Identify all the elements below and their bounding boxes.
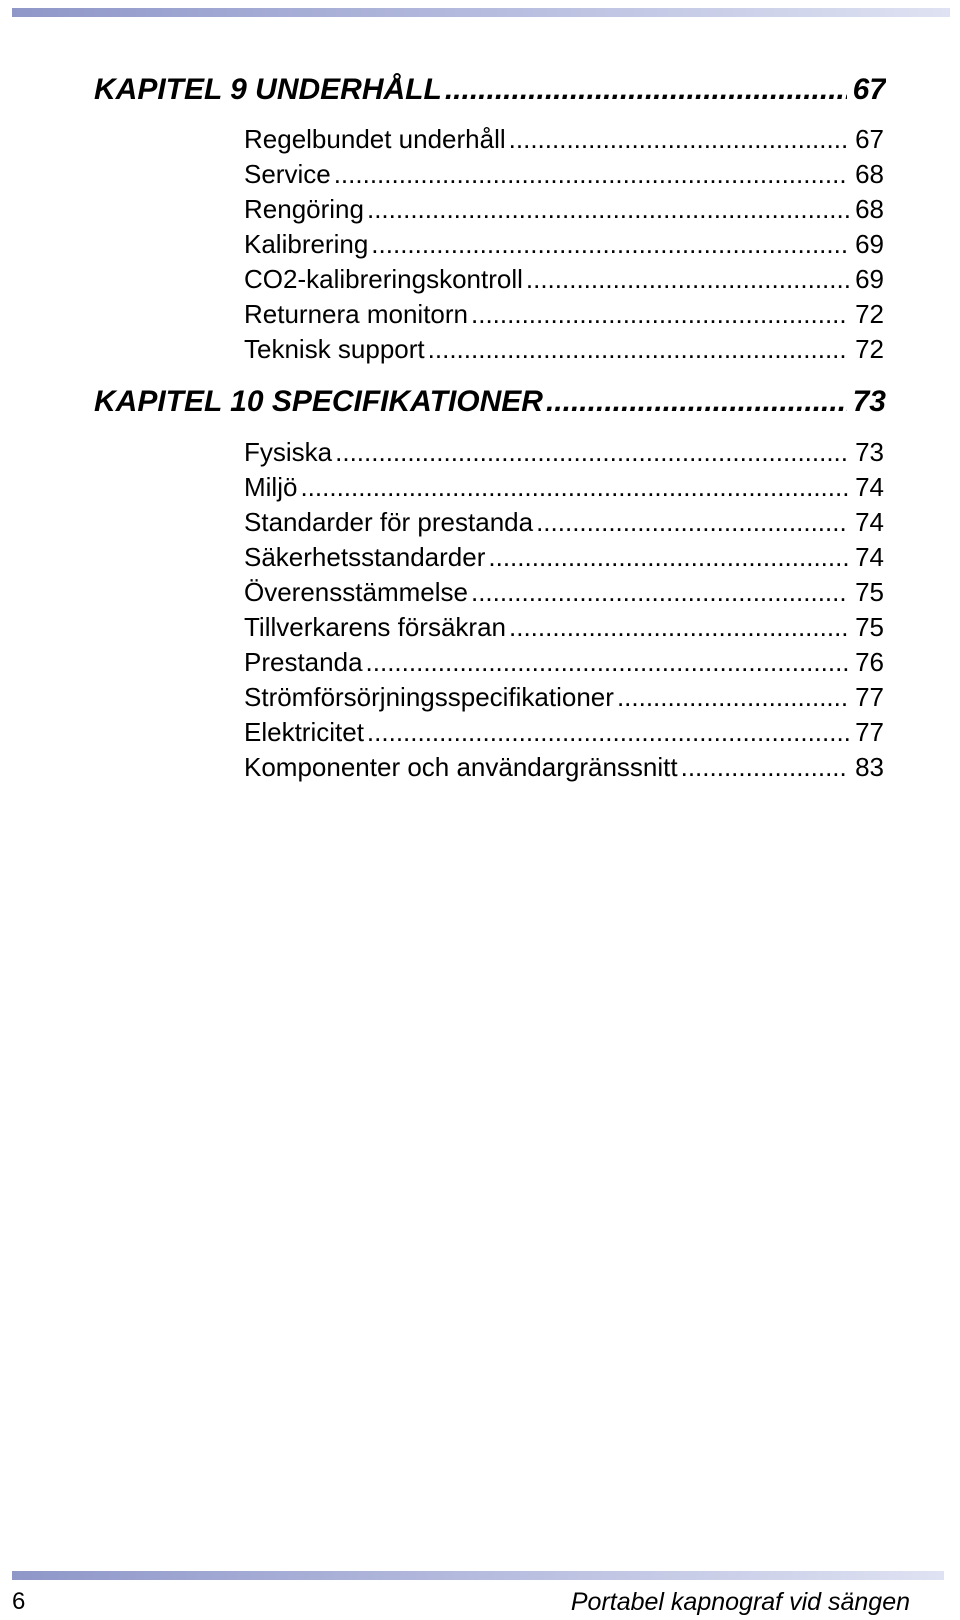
toc-entry[interactable] [244, 505, 884, 539]
toc-entry[interactable] [244, 332, 884, 366]
toc-leader-dots [300, 470, 849, 504]
toc-entry-title: Returnera monitorn [244, 299, 468, 329]
toc-entry-title: Tillverkarens försäkran [244, 612, 507, 642]
toc-leader-dots [367, 715, 849, 749]
toc-chapter-9[interactable] [94, 70, 886, 110]
toc-leader-dots [509, 610, 849, 644]
footer-page-number: 6 [12, 1588, 26, 1615]
toc-entry-title: Regelbundet underhåll [244, 124, 506, 154]
toc-entry[interactable] [244, 262, 884, 296]
toc-entry-page: 75 [855, 577, 884, 607]
toc-entry[interactable] [244, 610, 884, 644]
toc-entry-page: 69 [855, 264, 884, 294]
toc-entry[interactable] [244, 435, 884, 469]
toc-entry-title: Säkerhetsstandarder [244, 542, 486, 572]
toc-entry[interactable] [244, 680, 884, 714]
toc-entry-page: 68 [855, 194, 884, 224]
toc-entry[interactable] [244, 715, 884, 749]
toc-entry[interactable] [244, 575, 884, 609]
toc-entry[interactable] [244, 122, 884, 156]
toc-entry-title: Rengöring [244, 194, 364, 224]
toc-entry-title: Överensstämmelse [244, 577, 468, 607]
toc-entry-page: 77 [855, 717, 884, 747]
toc-entry[interactable] [244, 157, 884, 191]
toc-leader-dots [367, 192, 849, 226]
toc-leader-dots [366, 645, 850, 679]
toc-entry-page: 83 [855, 752, 884, 782]
footer-document-title: Portabel kapnograf vid sängen [570, 1588, 910, 1616]
toc-entry-title: Elektricitet [244, 717, 364, 747]
toc-entry-title: Service [244, 159, 331, 189]
footer-decorative-bar [12, 1571, 944, 1580]
toc-entry-title: Fysiska [244, 437, 333, 467]
header-decorative-bar [12, 8, 950, 17]
toc-entry-title: Miljö [244, 472, 298, 502]
toc-entry[interactable] [244, 470, 884, 504]
toc-chapter-page: 73 [852, 385, 886, 418]
toc-leader-dots [445, 70, 847, 110]
toc-leader-dots [526, 262, 849, 296]
toc-entry-title: Prestanda [244, 647, 363, 677]
toc-entry-title: Standarder för prestanda [244, 507, 534, 537]
toc-leader-dots [681, 750, 849, 784]
toc-leader-dots [546, 382, 847, 422]
toc-entry-page: 72 [855, 299, 884, 329]
toc-leader-dots [617, 680, 849, 714]
toc-entry-title: Kalibrering [244, 229, 369, 259]
toc-entry[interactable] [244, 540, 884, 574]
toc-leader-dots [334, 157, 849, 191]
toc-entry-page: 67 [855, 124, 884, 154]
toc-entry-page: 68 [855, 159, 884, 189]
toc-entry-page: 74 [855, 472, 884, 502]
toc-entry-page: 72 [855, 334, 884, 364]
toc-entry[interactable] [244, 297, 884, 331]
toc-entry-page: 74 [855, 542, 884, 572]
toc-entry[interactable] [244, 750, 884, 784]
toc-entry[interactable] [244, 192, 884, 226]
toc-leader-dots [428, 332, 849, 366]
toc-entry-page: 76 [855, 647, 884, 677]
toc-entry-page: 73 [855, 437, 884, 467]
toc-entry[interactable] [244, 645, 884, 679]
toc-leader-dots [536, 505, 849, 539]
toc-entry-page: 77 [855, 682, 884, 712]
toc-chapter-page: 67 [852, 73, 886, 106]
toc-leader-dots [335, 435, 849, 469]
toc-chapter-title: KAPITEL 9 UNDERHÅLL [94, 73, 442, 106]
toc-chapter-10[interactable] [94, 382, 886, 422]
toc-leader-dots [488, 540, 849, 574]
toc-entry-page: 75 [855, 612, 884, 642]
toc-entry-title: Komponenter och användargränssnitt [244, 752, 678, 782]
toc-leader-dots [371, 227, 849, 261]
toc-entry-page: 69 [855, 229, 884, 259]
toc-entry-title: CO2-kalibreringskontroll [244, 264, 523, 294]
toc-entry-title: Teknisk support [244, 334, 425, 364]
toc-entry-title: Strömförsörjningsspecifikationer [244, 682, 614, 712]
toc-leader-dots [509, 122, 849, 156]
toc-leader-dots [471, 575, 849, 609]
toc-chapter-title: KAPITEL 10 SPECIFIKATIONER [94, 385, 543, 418]
toc-leader-dots [471, 297, 849, 331]
toc-entry-page: 74 [855, 507, 884, 537]
toc-entry[interactable] [244, 227, 884, 261]
